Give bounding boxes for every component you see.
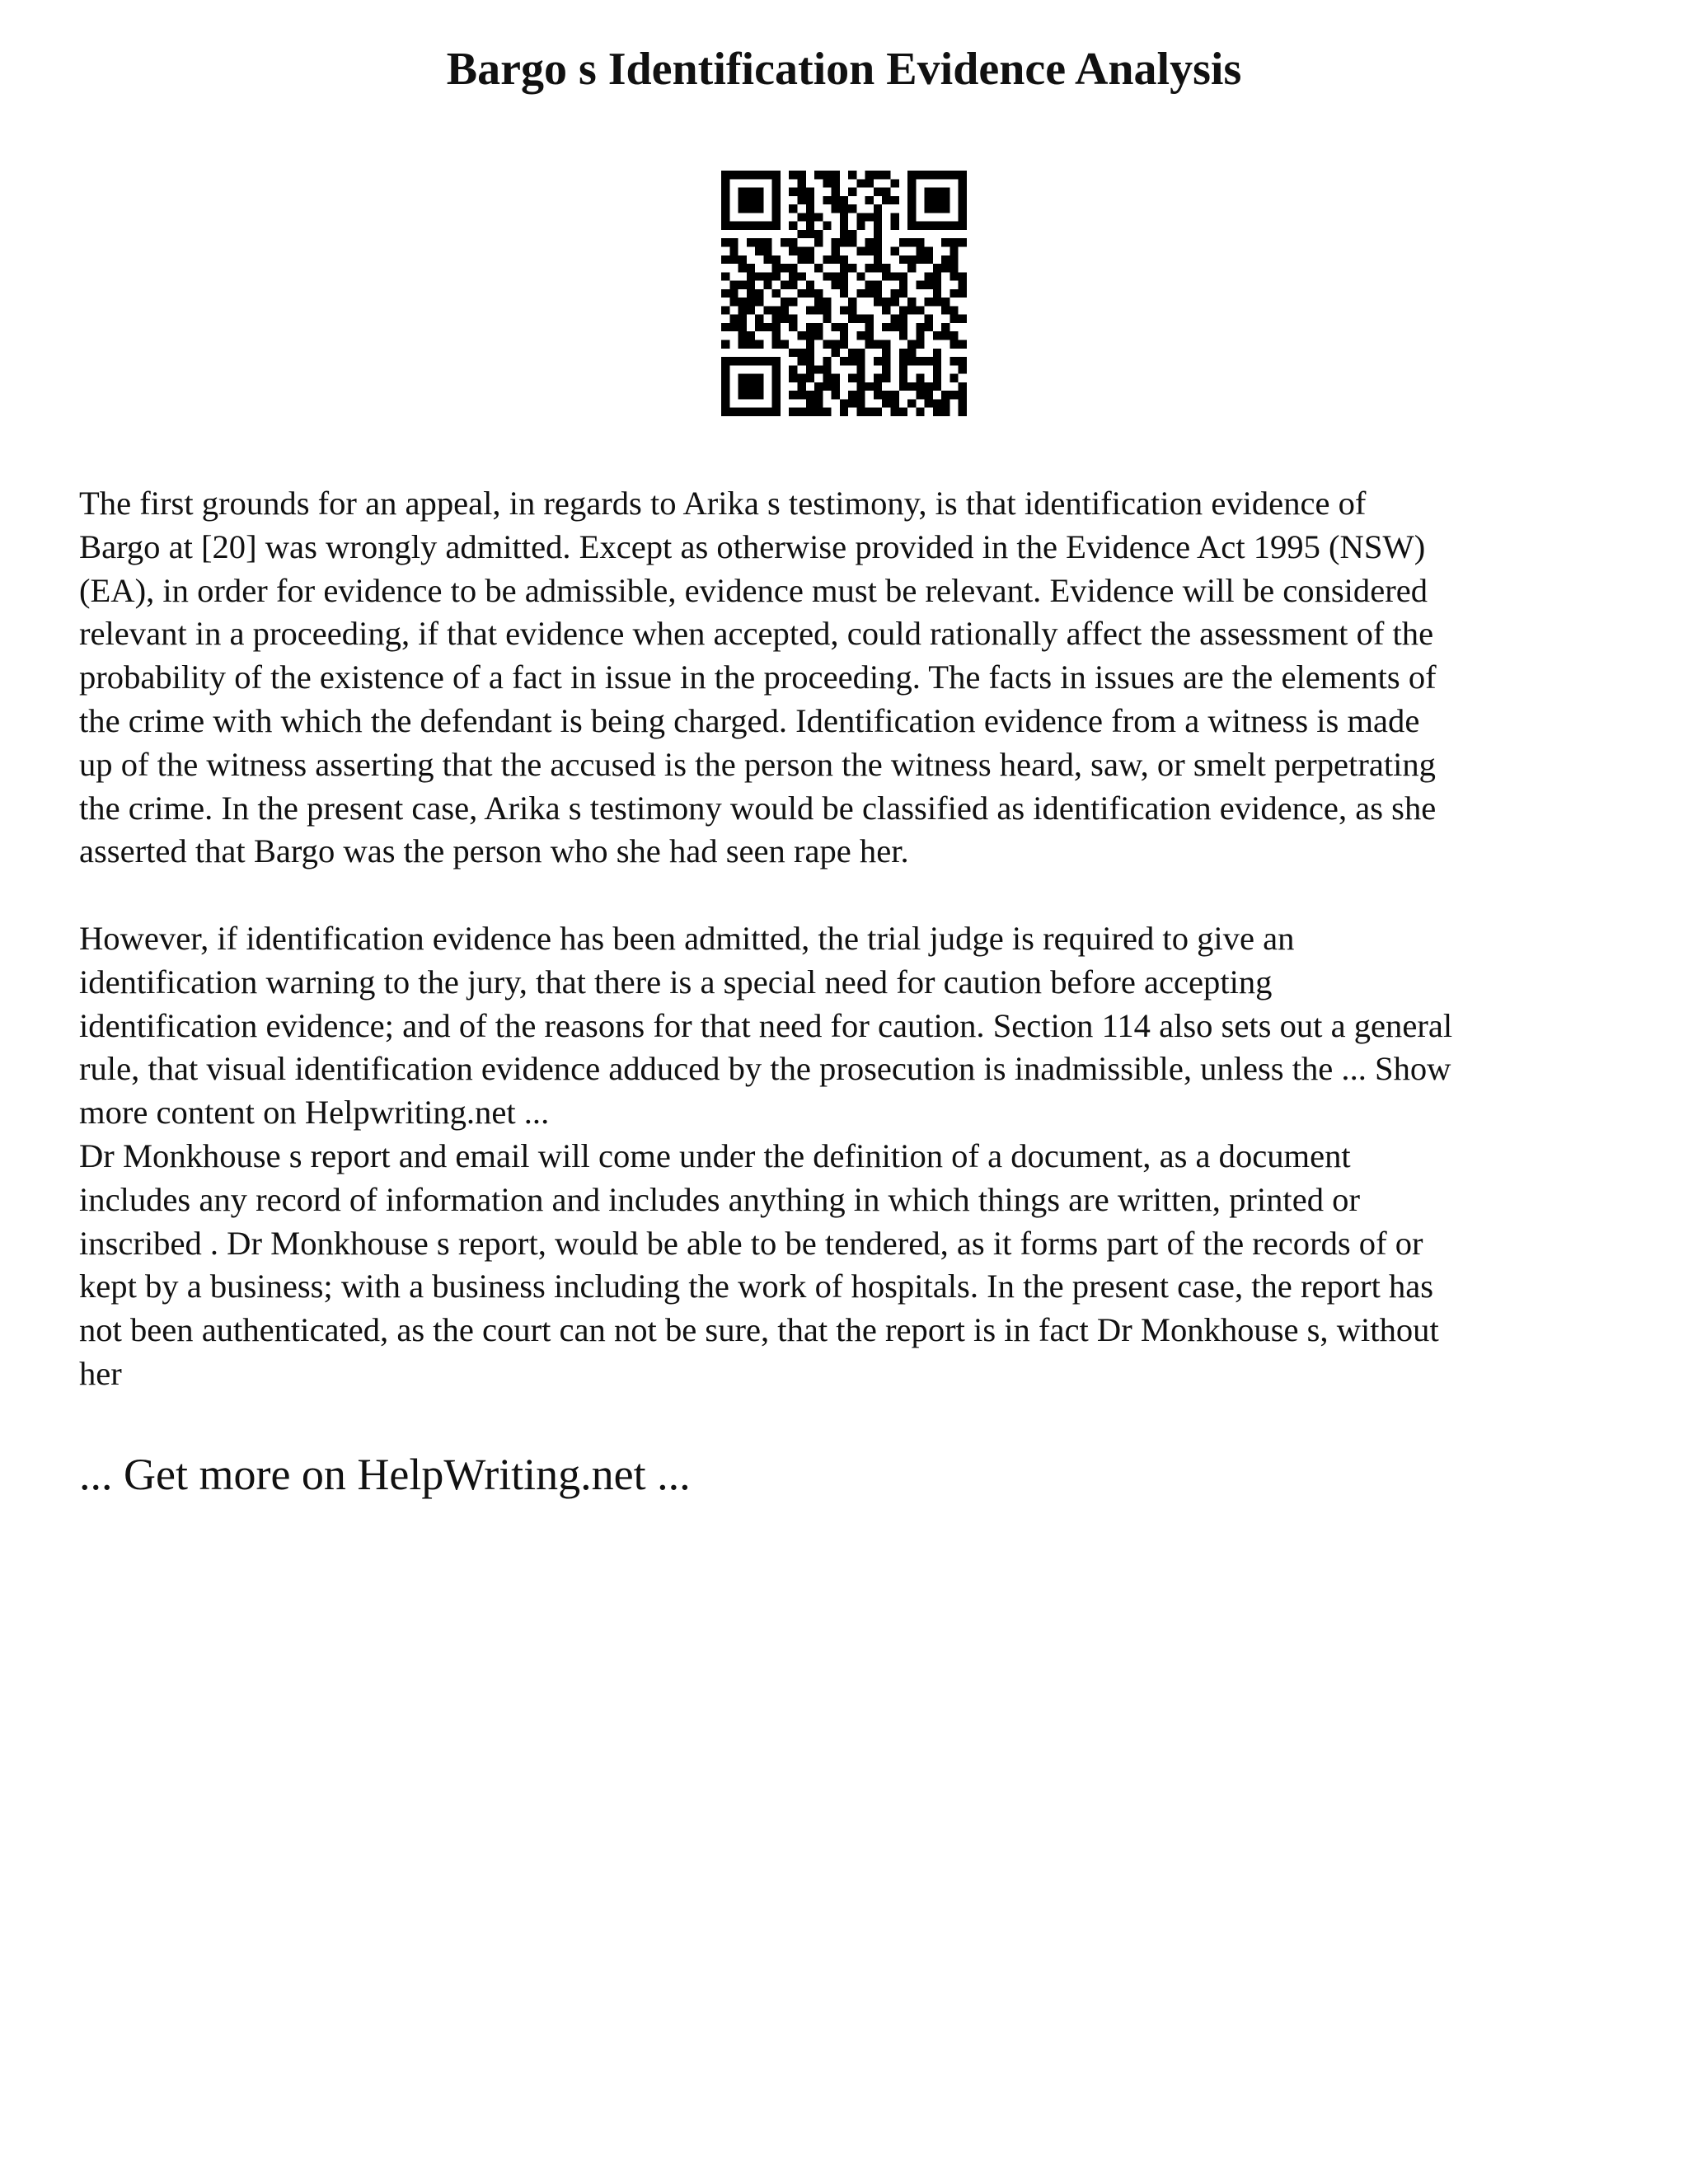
text-line: the crime. In the present case, Arika s testimony would be classified as identification evidence, as she	[79, 789, 1437, 827]
text-line: the crime with which the defendant is being charged. Identification evidence from a witness is made	[79, 701, 1420, 739]
text-line: probability of the existence of a fact in issue in the proceeding. The facts in issues are the elements of	[79, 658, 1437, 696]
paragraph-3	[79, 1135, 1629, 1396]
text-line: rule, that visual identification evidence adduced by the prosecution is inadmissible, unless the ... Show	[79, 1050, 1451, 1088]
text-line: up of the witness asserting that the accused is the person the witness heard, saw, or smelt perpetrating	[79, 745, 1436, 783]
text-line: relevant in a proceeding, if that evidence when accepted, could rationally affect the assessment of the	[79, 615, 1434, 653]
text-line: The first grounds for an appeal, in regards to Arika s testimony, is that identification evidence of	[79, 485, 1367, 522]
text-line: her	[79, 1354, 122, 1392]
text-line: asserted that Bargo was the person who she had seen rape her.	[79, 832, 909, 870]
text-line: Bargo at [20] was wrongly admitted. Except as otherwise provided in the Evidence Act 1995 (NSW)	[79, 527, 1426, 565]
text-line: However, if identification evidence has been admitted, the trial judge is required to give an	[79, 919, 1295, 957]
text-line: (EA), in order for evidence to be admissible, evidence must be relevant. Evidence will be considered	[79, 571, 1428, 609]
text-line: Dr Monkhouse s report and email will come under the definition of a document, as a document	[79, 1137, 1351, 1174]
text-line: identification warning to the jury, that there is a special need for caution before accepting	[79, 963, 1273, 1001]
text-line: kept by a business; with a business including the work of hospitals. In the present case, the report has	[79, 1268, 1434, 1305]
text-line: identification evidence; and of the reasons for that need for caution. Section 114 also sets out a general	[79, 1006, 1453, 1044]
text-line: includes any record of information and includes anything in which things are written, printed or	[79, 1180, 1360, 1218]
document-title: Bargo s Identification Evidence Analysis	[446, 44, 1242, 95]
paragraph-1	[79, 482, 1629, 874]
text-line: more content on Helpwriting.net ...	[79, 1094, 550, 1132]
body-text	[79, 482, 1629, 1396]
get-more-link[interactable]: ... Get more on HelpWriting.net ...	[79, 1450, 691, 1499]
paragraph-2	[79, 917, 1629, 1135]
qr-code-icon	[721, 171, 967, 416]
text-line: inscribed . Dr Monkhouse s report, would be able to be tendered, as it forms part of the records of or	[79, 1224, 1423, 1262]
text-line: not been authenticated, as the court can not be sure, that the report is in fact Dr Monkhouse s, without	[79, 1311, 1439, 1349]
paragraph-gap	[79, 874, 1629, 917]
